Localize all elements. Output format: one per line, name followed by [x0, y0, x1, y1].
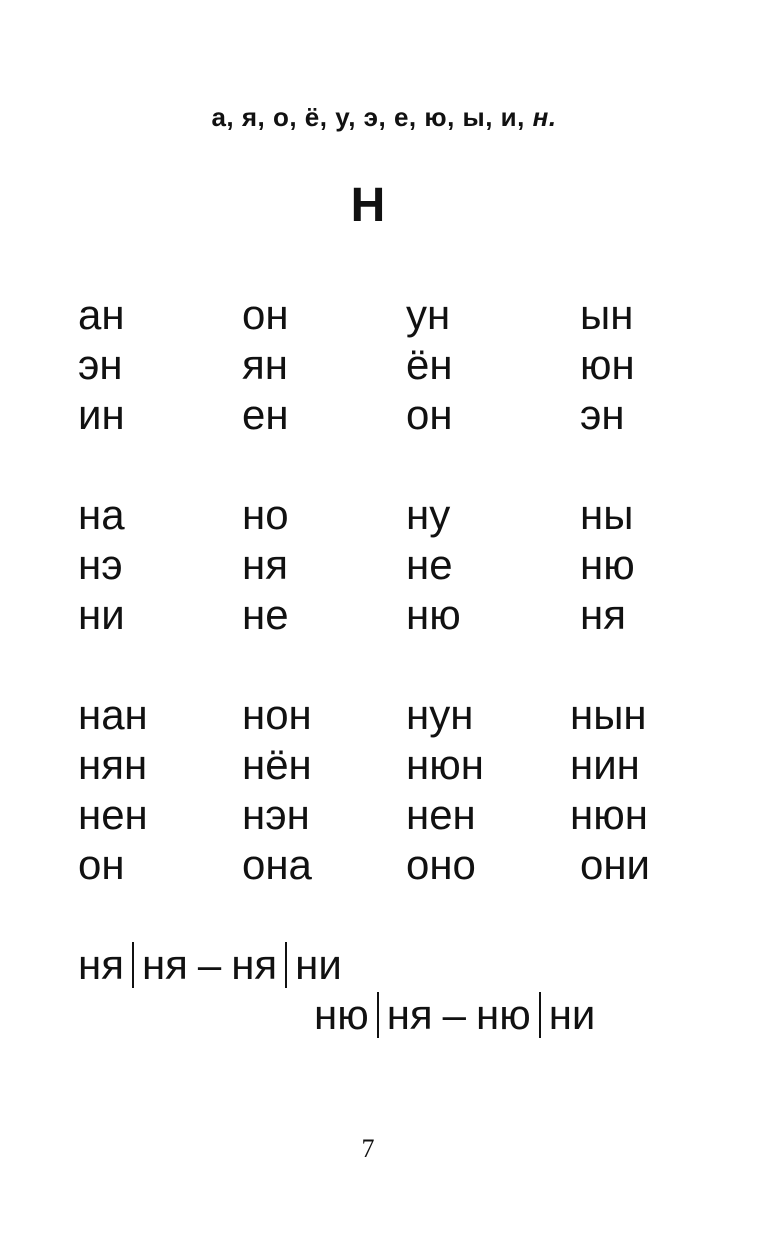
- syllable: он: [406, 391, 453, 438]
- syllable-divider: [132, 942, 134, 988]
- syllable: не: [406, 541, 453, 588]
- learned-letters-list: а, я, о, ё, у, э, е, ю, ы, и,: [211, 102, 525, 132]
- split-word-part: ни: [548, 991, 596, 1038]
- syllable-divider: [377, 992, 379, 1038]
- syllable: нэ: [78, 541, 123, 588]
- syllable: нэн: [242, 791, 310, 838]
- syllable: эн: [580, 391, 625, 438]
- split-word-part: ня: [141, 941, 188, 988]
- syllable: нюн: [570, 791, 648, 838]
- word-separator-dash: –: [442, 991, 466, 1038]
- syllable: ён: [406, 341, 453, 388]
- syllable-row: [0, 790, 768, 840]
- syllable-divider: [285, 942, 287, 988]
- syllable: оно: [406, 841, 476, 888]
- word-separator-dash: –: [197, 941, 222, 988]
- syllable: нян: [78, 741, 148, 788]
- syllable: на: [78, 491, 125, 538]
- syllable: она: [242, 841, 312, 888]
- syllable: нан: [78, 691, 148, 738]
- syllable: не: [242, 591, 289, 638]
- syllable: ню: [580, 541, 635, 588]
- syllable: нён: [242, 741, 312, 788]
- syllable: ни: [78, 591, 125, 638]
- learned-letters-header: [0, 102, 768, 133]
- split-word-part: ню: [476, 991, 531, 1038]
- syllable: они: [580, 841, 651, 888]
- syllable: ын: [580, 291, 634, 338]
- syllable-divider: [539, 992, 541, 1038]
- split-word-part: ня: [231, 941, 278, 988]
- syllable-row: [0, 840, 768, 890]
- syllable: эн: [78, 341, 123, 388]
- syllable-row: [0, 540, 768, 590]
- syllable: ну: [406, 491, 451, 538]
- syllable: нун: [406, 691, 474, 738]
- syllable-row: [0, 340, 768, 390]
- syllable-row: [0, 490, 768, 540]
- syllable-row: [0, 690, 768, 740]
- syllable: нен: [406, 791, 476, 838]
- current-letter-marker: н.: [532, 102, 557, 132]
- syllable: ун: [406, 291, 451, 338]
- syllable: нин: [570, 741, 640, 788]
- syllable-row: [0, 590, 768, 640]
- syllable: ин: [78, 391, 125, 438]
- syllable-row: [0, 390, 768, 440]
- syllable: нен: [78, 791, 148, 838]
- syllable: юн: [580, 341, 635, 388]
- split-word-part: ню: [314, 991, 369, 1038]
- split-word-line: [78, 940, 342, 990]
- syllable: ны: [580, 491, 634, 538]
- syllable: он: [242, 291, 289, 338]
- syllable: ня: [242, 541, 288, 588]
- syllable: нон: [242, 691, 312, 738]
- syllable: нын: [570, 691, 647, 738]
- syllable: он: [78, 841, 125, 888]
- syllable: ян: [242, 341, 288, 388]
- split-word-part: ня: [386, 991, 433, 1038]
- syllable: ан: [78, 291, 125, 338]
- syllable-row: [0, 290, 768, 340]
- syllable: но: [242, 491, 289, 538]
- syllable-row: [0, 740, 768, 790]
- syllable: ню: [406, 591, 461, 638]
- split-word-line: [314, 990, 595, 1040]
- split-word-part: ни: [295, 941, 342, 988]
- syllable: ня: [580, 591, 626, 638]
- page-number: 7: [361, 1134, 375, 1163]
- split-word-part: ня: [78, 941, 124, 988]
- syllable: нюн: [406, 741, 484, 788]
- lesson-letter-title: Н: [350, 179, 386, 232]
- syllable: ен: [242, 391, 289, 438]
